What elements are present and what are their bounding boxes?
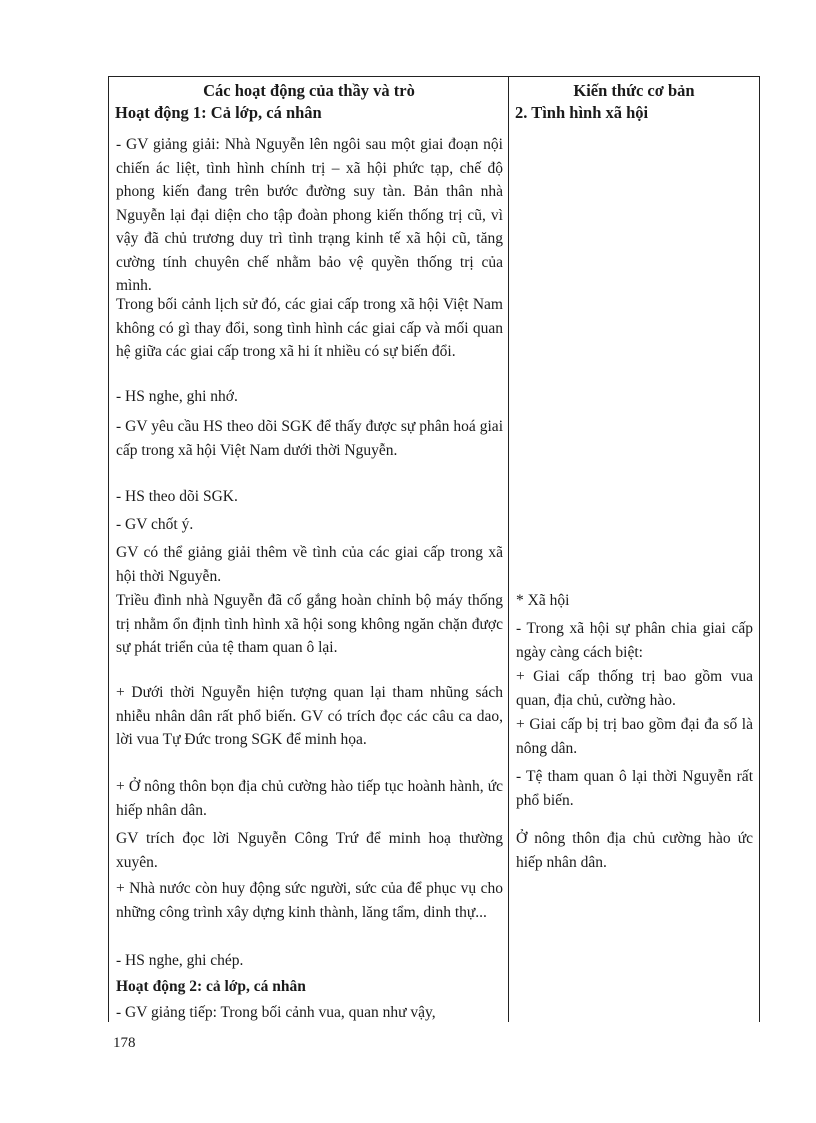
right-paragraph: + Giai cấp thống trị bao gồm vua quan, địa chủ, cường hào.	[516, 668, 753, 709]
left-paragraph: GV trích đọc lời Nguyễn Công Trứ để minh hoạ thường xuyên.	[116, 830, 503, 871]
right-paragraph: - Trong xã hội sự phân chia giai cấp ngày càng cách biệt:	[516, 620, 753, 661]
activity-1-heading: Hoạt động 1: Cả lớp, cá nhân	[115, 103, 322, 122]
left-paragraph: - GV giảng giải: Nhà Nguyễn lên ngôi sau một giai đoạn nội chiến ác liệt, tình hình chính trị – xã hội phức tạp, chế độ phong kiến đang trên bước đường suy tàn. Bản thân nhà Nguyễn lại đại diện cho tập đoàn phong kiến thống trị cũ, vì vậy đã chủ trương duy trì tình trạng kinh tế xã hội cũ, tăng cường tính chuyên chế nhằm bảo vệ quyền thống trị của mình.	[116, 136, 503, 294]
lesson-table	[108, 76, 760, 1022]
right-paragraph: - Tệ tham quan ô lại thời Nguyễn rất phổ biến.	[516, 768, 753, 809]
left-paragraph: - HS nghe, ghi nhớ.	[116, 388, 238, 405]
left-paragraph: + Ở nông thôn bọn địa chủ cường hào tiếp tục hoành hành, ức hiếp nhân dân.	[116, 778, 503, 819]
activity-2-heading: Hoạt động 2: cả lớp, cá nhân	[116, 978, 306, 995]
page-number: 178	[113, 1035, 136, 1051]
section-heading: 2. Tình hình xã hội	[515, 103, 649, 122]
left-paragraph: Trong bối cảnh lịch sử đó, các giai cấp trong xã hội Việt Nam không có gì thay đổi, song tình hình các giai cấp và mối quan hệ giữa các giai cấp trong xã hi ít nhiều có sự biến đổi.	[116, 296, 503, 360]
left-paragraph: - HS theo dõi SGK.	[116, 488, 238, 505]
left-paragraph: - GV giảng tiếp: Trong bối cảnh vua, quan như vậy,	[116, 1004, 436, 1021]
left-paragraph: - GV yêu cầu HS theo dõi SGK để thấy được sự phân hoá giai cấp trong xã hội Việt Nam dưới thời Nguyễn.	[116, 418, 503, 459]
left-paragraph: - HS nghe, ghi chép.	[116, 952, 244, 969]
right-paragraph: + Giai cấp bị trị bao gồm đại đa số là nông dân.	[516, 716, 753, 757]
left-paragraph: + Dưới thời Nguyễn hiện tượng quan lại tham nhũng sách nhiễu nhân dân rất phổ biến. GV có trích đọc các câu ca dao, lời vua Tự Đức trong SGK để minh họa.	[116, 684, 503, 748]
activities-column	[108, 77, 509, 1022]
knowledge-column	[508, 77, 760, 1022]
left-column-title: Các hoạt động của thầy và trò	[203, 81, 415, 100]
left-paragraph: - GV chốt ý.	[116, 516, 194, 533]
right-paragraph: Ở nông thôn địa chủ cường hào ức hiếp nhân dân.	[516, 830, 753, 871]
right-column-title: Kiến thức cơ bản	[573, 81, 695, 100]
left-paragraph: GV có thể giảng giải thêm về tình của các giai cấp trong xã hội thời Nguyễn.	[116, 544, 503, 585]
left-paragraph: + Nhà nước còn huy động sức người, sức của để phục vụ cho những công trình xây dựng kinh thành, lăng tẩm, dinh thự...	[116, 880, 503, 921]
right-paragraph: * Xã hội	[516, 592, 570, 609]
left-paragraph: Triều đình nhà Nguyễn đã cố gắng hoàn chỉnh bộ máy thống trị nhằm ổn định tình hình xã hội song không ngăn chặn được sự phát triển của tệ tham quan ô lại.	[116, 592, 503, 656]
